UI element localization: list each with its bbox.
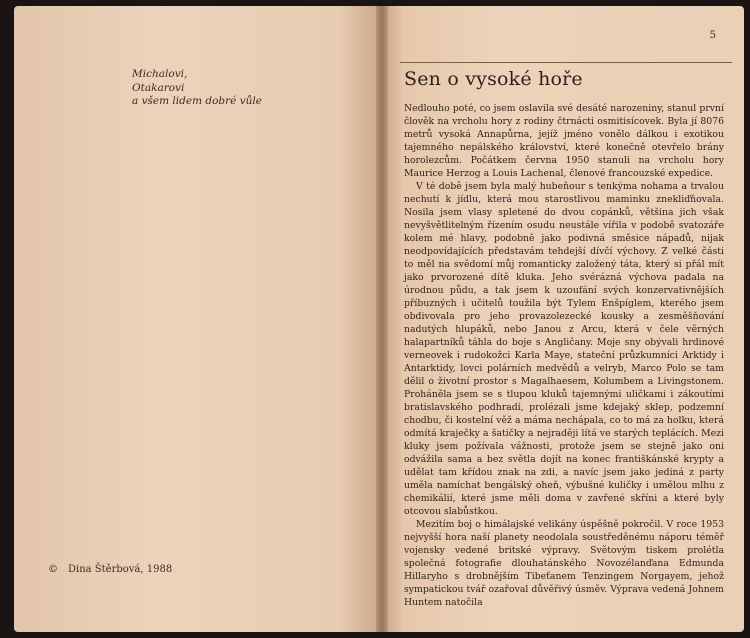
dedication-line: Michalovi, bbox=[132, 68, 188, 80]
copyright-text: Dina Štěrbová, 1988 bbox=[68, 564, 173, 575]
chapter-title: Sen o vysoké hoře bbox=[404, 68, 583, 90]
paragraph: V té době jsem byla malý hubeňour s tenkýma nohama a trvalou nechutí k jídlu, která mou starostlivou maminku znekliďňovala. Nosila jsem vlasy spletené do dvou copánků, většina jich však nevyšvětlitelným řízením osudu neustále vířila v podobě svatozáře kolem mé hlavy, podobně jako podivná směsice nápadů, nijak neodpovídajících představám tehdejší dívčí výchovy. Z velké části to měl na svědomí můj romanticky založený táta, který si přál mít jako prvorozené dítě kluka. Jeho svérázná výchova padala na úrodnou půdu, a tak jsem k uzoufání svých konzervativnějších příbuzných i učitelů toužila být Tylem Enšpíglem, kterého jsem obdivovala pro jeho provazolezecké kousky a zesměšňování nadutých hlupáků, nebo Janou z Arcu, která v čele věrných halapartníků táhla do boje s Angličany. Moje sny obývali hrdinové verneovek i rudokožci Karla Maye, stateční průzkumníci Arktidy i Antarktidy, lovci polárních medvědů a velryb, Marco Polo se tam dělil o životní prostor s Magalhaesem, Kolumbem a Livingstonem. Proháněla jsem se s tlupou kluků tajemnými uličkami i zákoutími bratislavského podhradí, prolézali jsme kdejaký sklep, podzemní chodbu, či kostelní věž a máma nechápala, co to má za holku, která odmítá kraječky a šatičky a nejraději lítá ve starých teplácích. Mezi kluky jsem požívala vážnosti, protože jsem se stejně jako oni odvážila sama a bez světla dojít na konec františkánské krypty a udělat tam křídou znak na zdi, a navíc jsem jako jediná z party uměla namíchat bengálský oheň, výbušné kuličky i umělou mlhu z chemikálií, které jsme měli doma v zavřené skříni a které byly otcovou slabůstkou. bbox=[404, 181, 724, 517]
book-gutter bbox=[376, 6, 388, 632]
dedication-line: Otakarovi bbox=[132, 81, 185, 94]
title-rule bbox=[400, 62, 732, 63]
page-number: 5 bbox=[709, 30, 716, 41]
book-spread bbox=[8, 6, 744, 632]
copyright-notice bbox=[48, 564, 182, 575]
copyright-symbol: © bbox=[48, 564, 58, 575]
left-page bbox=[14, 6, 382, 632]
right-page bbox=[382, 6, 744, 632]
dedication-line: a všem lidem dobré vůle bbox=[132, 95, 262, 107]
body-text bbox=[404, 102, 724, 609]
paragraph: Mezitím boj o himálajské velikány úspěšně pokročil. V roce 1953 nejvyšší hora naší planety neodolala soustředěnému náporu téměř vojensky vedené britské výpravy. Světovým tiskem prolétla společná fotografie dlouhatánského Novozélanďana Edmunda Hillaryho s drobnějším Tibeťanem Tenzingem Norgayem, jehož sympatickou tvář ozařoval důvěřivý úsměv. Výprava vedená Johnem Huntem natočila bbox=[404, 519, 724, 608]
paragraph: Nedlouho poté, co jsem oslavila své desáté narozeniny, stanul první člověk na vrcholu hory z rodiny čtrnácti osmitisícovek. Byla jí 8076 metrů vysoká Annapůrna, jejíž jméno vonělo dálkou i exotikou tajemného nepálského království, které konečně otevřelo brány horolezcům. Počátkem června 1950 stanuli na vrcholu hory Maurice Herzog a Louis Lachenal, členové francouzské expedice. bbox=[404, 103, 724, 179]
dedication bbox=[132, 68, 262, 109]
